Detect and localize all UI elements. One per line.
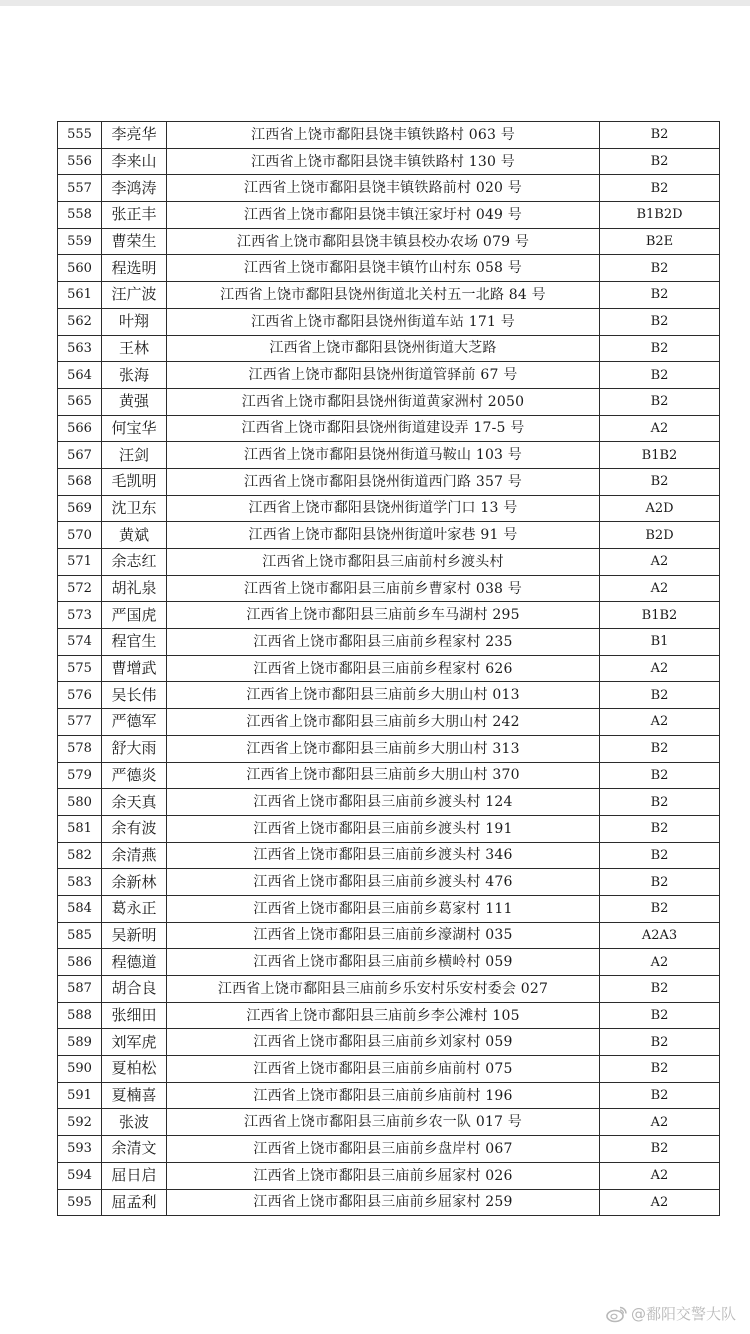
driver-name: 余志红 [102,549,167,576]
driver-address: 江西省上饶市鄱阳县饶丰镇竹山村东 058 号 [167,255,600,282]
driver-address: 江西省上饶市鄱阳县饶州街道建设弄 17-5 号 [167,415,600,442]
license-class: A2A3 [600,922,720,949]
driver-address: 江西省上饶市鄱阳县三庙前乡李公滩村 105 [167,1002,600,1029]
driver-address: 江西省上饶市鄱阳县饶丰镇铁路村 063 号 [167,122,600,149]
row-number: 565 [58,388,102,415]
watermark-text: @鄱阳交警大队 [630,1305,736,1323]
license-class: A2 [600,655,720,682]
row-number: 591 [58,1082,102,1109]
row-number: 573 [58,602,102,629]
table-row [58,602,720,629]
table-row [58,335,720,362]
table-row [58,308,720,335]
table-row [58,122,720,149]
license-class: B2 [600,122,720,149]
table-row [58,549,720,576]
driver-address: 江西省上饶市鄱阳县三庙前乡屈家村 026 [167,1162,600,1189]
driver-address: 江西省上饶市鄱阳县饶州街道黄家洲村 2050 [167,388,600,415]
license-class: B2 [600,815,720,842]
table-row [58,468,720,495]
driver-address: 江西省上饶市鄱阳县饶丰镇县校办农场 079 号 [167,228,600,255]
row-number: 563 [58,335,102,362]
driver-address: 江西省上饶市鄱阳县饶州街道西门路 357 号 [167,468,600,495]
license-class: B1B2 [600,602,720,629]
row-number: 564 [58,362,102,389]
driver-address: 江西省上饶市鄱阳县三庙前乡渡头村 346 [167,842,600,869]
row-number: 555 [58,122,102,149]
license-class: B2 [600,362,720,389]
table-row [58,629,720,656]
driver-name: 严国虎 [102,602,167,629]
table-row [58,228,720,255]
table-row [58,255,720,282]
driver-address: 江西省上饶市鄱阳县三庙前乡渡头村 191 [167,815,600,842]
row-number: 583 [58,869,102,896]
row-number: 586 [58,949,102,976]
license-class: A2 [600,1162,720,1189]
row-number: 567 [58,442,102,469]
license-class: B2 [600,682,720,709]
table-row [58,815,720,842]
driver-name: 吴新明 [102,922,167,949]
driver-name: 舒大雨 [102,735,167,762]
row-number: 576 [58,682,102,709]
driver-address: 江西省上饶市鄱阳县三庙前乡盘岸村 067 [167,1136,600,1163]
license-class: B2 [600,308,720,335]
row-number: 568 [58,468,102,495]
driver-roster-table [57,121,720,1216]
license-class: B1 [600,629,720,656]
driver-name: 胡合良 [102,976,167,1003]
table-row [58,1056,720,1083]
driver-name: 李鸿涛 [102,175,167,202]
row-number: 557 [58,175,102,202]
license-class: B1B2D [600,202,720,229]
driver-address: 江西省上饶市鄱阳县三庙前乡大朋山村 313 [167,735,600,762]
table-row [58,762,720,789]
driver-name: 王林 [102,335,167,362]
driver-name: 严德军 [102,709,167,736]
driver-address: 江西省上饶市鄱阳县三庙前乡刘家村 059 [167,1029,600,1056]
row-number: 581 [58,815,102,842]
driver-name: 叶翔 [102,308,167,335]
driver-name: 沈卫东 [102,495,167,522]
license-class: A2 [600,415,720,442]
driver-address: 江西省上饶市鄱阳县饶州街道车站 171 号 [167,308,600,335]
table-row [58,895,720,922]
license-class: B2 [600,1136,720,1163]
license-class: B2 [600,976,720,1003]
license-class: B2 [600,869,720,896]
license-class: B2 [600,1056,720,1083]
driver-address: 江西省上饶市鄱阳县三庙前乡濠湖村 035 [167,922,600,949]
row-number: 594 [58,1162,102,1189]
row-number: 561 [58,282,102,309]
row-number: 572 [58,575,102,602]
driver-name: 张波 [102,1109,167,1136]
row-number: 559 [58,228,102,255]
row-number: 577 [58,709,102,736]
driver-name: 余天真 [102,789,167,816]
row-number: 593 [58,1136,102,1163]
row-number: 578 [58,735,102,762]
driver-name: 刘军虎 [102,1029,167,1056]
driver-name: 吴长伟 [102,682,167,709]
table-row [58,655,720,682]
driver-name: 余清燕 [102,842,167,869]
row-number: 582 [58,842,102,869]
table-row [58,495,720,522]
table-row [58,842,720,869]
driver-address: 江西省上饶市鄱阳县三庙前乡乐安村乐安村委会 027 [167,976,600,1003]
table-row [58,1082,720,1109]
row-number: 592 [58,1109,102,1136]
table-row [58,1029,720,1056]
row-number: 584 [58,895,102,922]
driver-name: 程德道 [102,949,167,976]
driver-address: 江西省上饶市鄱阳县饶州街道北关村五一北路 84 号 [167,282,600,309]
driver-name: 张海 [102,362,167,389]
row-number: 574 [58,629,102,656]
row-number: 588 [58,1002,102,1029]
driver-address: 江西省上饶市鄱阳县三庙前乡大朋山村 013 [167,682,600,709]
table-row [58,1189,720,1216]
license-class: B2E [600,228,720,255]
table-row [58,148,720,175]
row-number: 589 [58,1029,102,1056]
license-class: B2 [600,282,720,309]
driver-name: 余清文 [102,1136,167,1163]
license-class: A2 [600,549,720,576]
license-class: A2 [600,949,720,976]
table-row [58,175,720,202]
license-class: A2 [600,575,720,602]
table-row [58,575,720,602]
driver-name: 余有波 [102,815,167,842]
driver-address: 江西省上饶市鄱阳县三庙前乡曹家村 038 号 [167,575,600,602]
driver-address: 江西省上饶市鄱阳县三庙前乡屈家村 259 [167,1189,600,1216]
weibo-icon [606,1305,628,1323]
driver-address: 江西省上饶市鄱阳县三庙前乡农一队 017 号 [167,1109,600,1136]
table-row [58,1002,720,1029]
license-class: A2 [600,1109,720,1136]
row-number: 579 [58,762,102,789]
license-class: A2D [600,495,720,522]
table-row [58,1162,720,1189]
license-class: B2 [600,895,720,922]
driver-name: 屈日启 [102,1162,167,1189]
top-edge-strip [0,0,750,6]
driver-name: 夏柏松 [102,1056,167,1083]
driver-name: 葛永正 [102,895,167,922]
row-number: 575 [58,655,102,682]
row-number: 560 [58,255,102,282]
driver-address: 江西省上饶市鄱阳县三庙前乡程家村 626 [167,655,600,682]
driver-name: 屈孟利 [102,1189,167,1216]
driver-address: 江西省上饶市鄱阳县饶州街道管驿前 67 号 [167,362,600,389]
driver-address: 江西省上饶市鄱阳县三庙前乡葛家村 111 [167,895,600,922]
driver-address: 江西省上饶市鄱阳县三庙前乡庙前村 196 [167,1082,600,1109]
driver-name: 曹荣生 [102,228,167,255]
table-row [58,922,720,949]
row-number: 562 [58,308,102,335]
weibo-watermark [606,1303,736,1324]
driver-name: 张正丰 [102,202,167,229]
driver-name: 李亮华 [102,122,167,149]
driver-name: 黄强 [102,388,167,415]
table-row [58,709,720,736]
license-class: B2 [600,1082,720,1109]
table-row [58,362,720,389]
table-row [58,976,720,1003]
roster-body [58,122,720,1216]
license-class: B1B2 [600,442,720,469]
table-row [58,735,720,762]
table-row [58,202,720,229]
driver-address: 江西省上饶市鄱阳县饶丰镇铁路前村 020 号 [167,175,600,202]
license-class: B2 [600,1029,720,1056]
row-number: 556 [58,148,102,175]
row-number: 558 [58,202,102,229]
driver-address: 江西省上饶市鄱阳县饶州街道大芝路 [167,335,600,362]
table-row [58,682,720,709]
row-number: 571 [58,549,102,576]
row-number: 566 [58,415,102,442]
driver-name: 汪剑 [102,442,167,469]
driver-address: 江西省上饶市鄱阳县三庙前乡大朋山村 242 [167,709,600,736]
driver-name: 毛凯明 [102,468,167,495]
driver-address: 江西省上饶市鄱阳县饶丰镇汪家圩村 049 号 [167,202,600,229]
row-number: 585 [58,922,102,949]
driver-name: 何宝华 [102,415,167,442]
license-class: B2 [600,762,720,789]
driver-address: 江西省上饶市鄱阳县饶州街道叶家巷 91 号 [167,522,600,549]
table-row [58,388,720,415]
row-number: 587 [58,976,102,1003]
driver-address: 江西省上饶市鄱阳县三庙前乡车马湖村 295 [167,602,600,629]
row-number: 580 [58,789,102,816]
license-class: B2 [600,1002,720,1029]
table-row [58,415,720,442]
license-class: B2 [600,148,720,175]
driver-address: 江西省上饶市鄱阳县三庙前乡程家村 235 [167,629,600,656]
driver-name: 程官生 [102,629,167,656]
row-number: 595 [58,1189,102,1216]
driver-name: 黄斌 [102,522,167,549]
driver-address: 江西省上饶市鄱阳县三庙前乡大朋山村 370 [167,762,600,789]
license-class: A2 [600,1189,720,1216]
table-row [58,282,720,309]
driver-address: 江西省上饶市鄱阳县饶州街道马鞍山 103 号 [167,442,600,469]
driver-name: 汪广波 [102,282,167,309]
license-class: B2 [600,175,720,202]
license-class: B2 [600,388,720,415]
driver-name: 曹增武 [102,655,167,682]
license-class: A2 [600,709,720,736]
row-number: 569 [58,495,102,522]
license-class: B2 [600,335,720,362]
license-class: B2 [600,255,720,282]
license-class: B2 [600,842,720,869]
driver-name: 余新林 [102,869,167,896]
table-row [58,949,720,976]
driver-name: 严德炎 [102,762,167,789]
license-class: B2 [600,789,720,816]
driver-name: 张细田 [102,1002,167,1029]
driver-name: 夏楠喜 [102,1082,167,1109]
driver-address: 江西省上饶市鄱阳县三庙前乡渡头村 124 [167,789,600,816]
driver-name: 程选明 [102,255,167,282]
driver-name: 胡礼泉 [102,575,167,602]
driver-address: 江西省上饶市鄱阳县三庙前乡庙前村 075 [167,1056,600,1083]
driver-address: 江西省上饶市鄱阳县饶丰镇铁路村 130 号 [167,148,600,175]
table-row [58,522,720,549]
driver-address: 江西省上饶市鄱阳县饶州街道学门口 13 号 [167,495,600,522]
driver-address: 江西省上饶市鄱阳县三庙前乡渡头村 476 [167,869,600,896]
table-row [58,442,720,469]
table-row [58,1109,720,1136]
row-number: 570 [58,522,102,549]
row-number: 590 [58,1056,102,1083]
driver-address: 江西省上饶市鄱阳县三庙前乡横岭村 059 [167,949,600,976]
driver-name: 李来山 [102,148,167,175]
table-row [58,1136,720,1163]
license-class: B2 [600,468,720,495]
table-row [58,789,720,816]
license-class: B2D [600,522,720,549]
table-row [58,869,720,896]
license-class: B2 [600,735,720,762]
driver-address: 江西省上饶市鄱阳县三庙前村乡渡头村 [167,549,600,576]
